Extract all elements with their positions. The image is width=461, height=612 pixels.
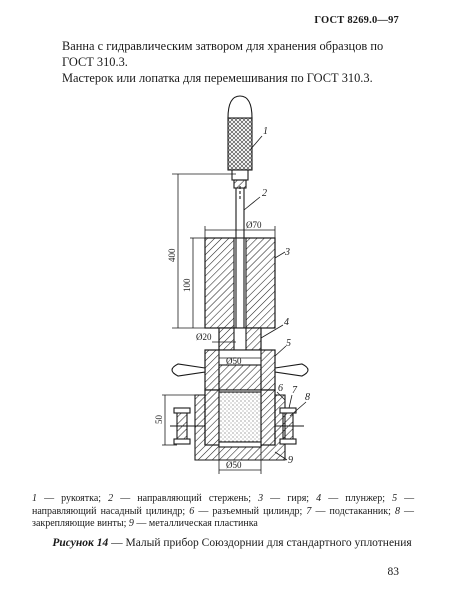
callout-6: 6 — [278, 383, 283, 394]
weight — [205, 238, 275, 328]
callout-9: 9 — [288, 455, 293, 466]
dim-d70: Ø70 — [246, 220, 262, 230]
callout-4: 4 — [284, 317, 289, 328]
dim-h400: 400 — [167, 248, 177, 262]
legend-text: направляющий насадный цилиндр; — [32, 505, 186, 517]
legend-num: 6 — [189, 505, 195, 517]
legend-num: 3 — [258, 493, 264, 504]
dim-h100: 100 — [182, 278, 192, 292]
paragraph-trowel: Мастерок или лопатка для перемешивания по ГОСТ 310.3. — [62, 71, 373, 85]
legend-num: 7 — [306, 505, 312, 517]
legend-text: металлическая пластинка — [148, 518, 258, 530]
page-number: 83 — [387, 566, 399, 578]
caption-dash: — — [108, 537, 126, 549]
legend-text: плунжер; — [345, 493, 385, 504]
split-cylinder — [205, 390, 275, 445]
figure-caption — [22, 537, 442, 549]
legend-num: 1 — [32, 493, 37, 504]
callout-2: 2 — [262, 188, 267, 199]
paragraph-bath: Ванна с гидравлическим затвором для хранения образцов по ГОСТ 310.3. — [62, 39, 384, 69]
legend-text: закрепляющие винты; — [32, 518, 127, 530]
document-code-header: ГОСТ 8269.0—97 — [314, 15, 399, 26]
caption-text: Малый прибор Союздорнии для стандартного уплотнения — [125, 537, 412, 549]
legend-text: гиря; — [287, 493, 310, 504]
figure-legend: 1 — рукоятка; 2 — направляющий стержень; 3 — гиря; 4 — плунжер; 5 — направляющий насадный цилиндр; 6 — разъемный цилиндр; 7 — подстаканник; 8 — закрепляющие винты; 9 — металлическая пластинка — [32, 493, 415, 530]
plunger — [219, 328, 261, 350]
callout-7: 7 — [292, 385, 297, 396]
legend-num: 9 — [128, 518, 134, 530]
legend-num: 8 — [394, 505, 400, 517]
callout-3: 3 — [285, 247, 290, 258]
legend-text: направляющий стержень; — [137, 493, 252, 504]
legend-num: 4 — [316, 493, 322, 504]
dim-d50-bottom: Ø50 — [226, 460, 242, 470]
legend-num: 5 — [392, 493, 398, 504]
dim-d50-top: Ø50 — [226, 356, 242, 366]
callout-5: 5 — [286, 338, 291, 349]
callout-8: 8 — [305, 392, 310, 403]
legend-text: подстаканник; — [329, 505, 391, 517]
dim-d20: Ø20 — [196, 332, 212, 342]
callout-1: 1 — [263, 126, 268, 137]
dim-h50: 50 — [154, 415, 164, 424]
caption-label: Рисунок 14 — [52, 537, 109, 549]
legend-num: 2 — [108, 493, 114, 504]
legend-text: рукоятка; — [61, 493, 102, 504]
legend-text: разъемный цилиндр; — [212, 505, 303, 517]
